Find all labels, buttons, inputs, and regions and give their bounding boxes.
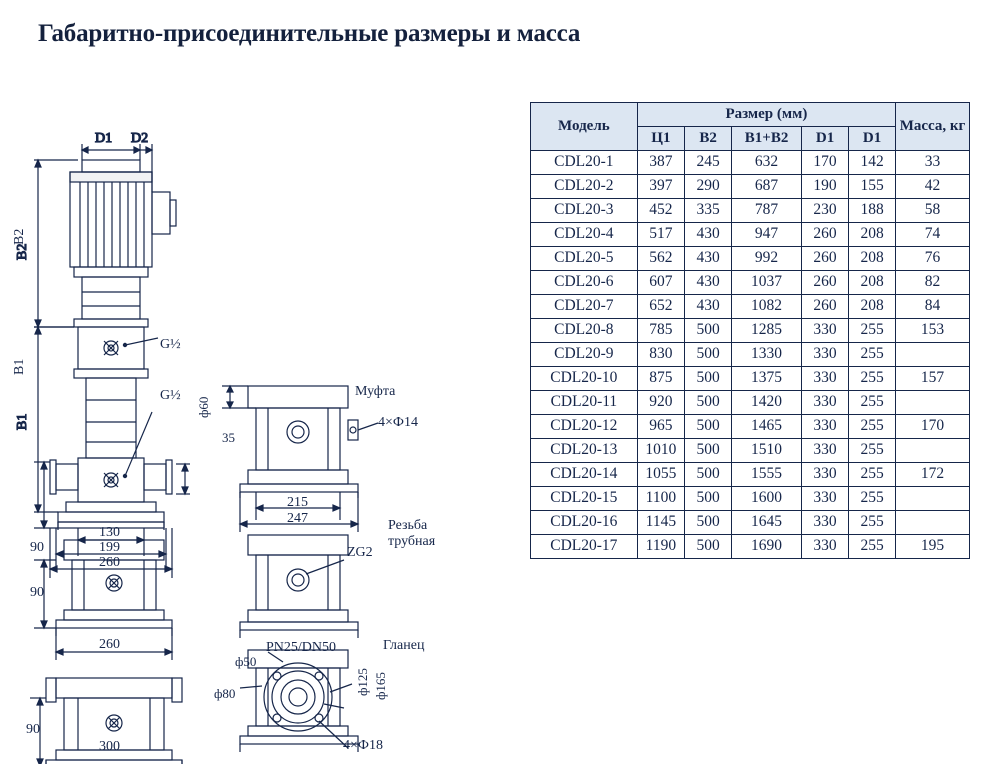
label-phi60: ф60: [196, 396, 211, 418]
cell-d1a: 260: [802, 223, 849, 247]
table-row: [531, 535, 970, 559]
cell-mass: 74: [896, 223, 970, 247]
cell-d1a: 330: [802, 511, 849, 535]
cell-d1b: 255: [849, 487, 896, 511]
label-260-base: 260: [99, 637, 120, 652]
cell-b1b2: 687: [732, 175, 802, 199]
model: CDL20-2: [531, 175, 638, 199]
cell-d1b: 208: [849, 247, 896, 271]
model: CDL20-7: [531, 295, 638, 319]
label-flange-caption: Гланец: [383, 638, 425, 653]
cell-d1a: 260: [802, 247, 849, 271]
model: CDL20-9: [531, 343, 638, 367]
model: CDL20-14: [531, 463, 638, 487]
cell-d1a: 330: [802, 343, 849, 367]
cell-mass: 76: [896, 247, 970, 271]
spec-table-head: [531, 103, 970, 151]
label-90-main: 90: [30, 540, 44, 555]
label-b2: B2: [12, 228, 27, 245]
cell-d1b: 255: [849, 415, 896, 439]
label-b1: B1: [12, 358, 27, 375]
model: CDL20-8: [531, 319, 638, 343]
cell-b2: 500: [685, 319, 732, 343]
table-row: [531, 271, 970, 295]
cell-u1: 652: [637, 295, 684, 319]
table-row: [531, 463, 970, 487]
label-260-main: 260: [99, 555, 120, 570]
table-row: [531, 151, 970, 175]
cell-u1: 785: [637, 319, 684, 343]
cell-u1: 562: [637, 247, 684, 271]
header-mass: Масса, кг: [896, 103, 970, 151]
cell-u1: 920: [637, 391, 684, 415]
cell-b1b2: 632: [732, 151, 802, 175]
header-col-d1b: D1: [849, 127, 896, 151]
cell-b1b2: 1420: [732, 391, 802, 415]
label-thread-caption-2: трубная: [388, 534, 436, 549]
cell-b2: 500: [685, 343, 732, 367]
technical-drawings: [0, 80, 530, 764]
cell-mass: [896, 511, 970, 535]
table-row: [531, 487, 970, 511]
cell-mass: [896, 439, 970, 463]
cell-d1a: 330: [802, 487, 849, 511]
cell-u1: 1100: [637, 487, 684, 511]
label-coupling-holes: 4×Ф14: [378, 415, 418, 430]
cell-b2: 500: [685, 439, 732, 463]
cell-d1b: 255: [849, 367, 896, 391]
cell-mass: 153: [896, 319, 970, 343]
cell-mass: 58: [896, 199, 970, 223]
table-header-row-1: [531, 103, 970, 127]
label-pn25-dn50: PN25/DN50: [266, 640, 337, 655]
cell-d1a: 330: [802, 319, 849, 343]
label-247: 247: [287, 511, 308, 526]
cell-b2: 430: [685, 247, 732, 271]
cell-b1b2: 947: [732, 223, 802, 247]
cell-b2: 500: [685, 487, 732, 511]
cell-b2: 430: [685, 271, 732, 295]
table-row: [531, 319, 970, 343]
cell-d1a: 260: [802, 271, 849, 295]
cell-b2: 500: [685, 391, 732, 415]
label-phi50: ф50: [235, 654, 257, 669]
cell-b1b2: 1510: [732, 439, 802, 463]
cell-b1b2: 1082: [732, 295, 802, 319]
cell-b1b2: 1465: [732, 415, 802, 439]
label-90-bottom: 90: [26, 722, 40, 737]
table-row: [531, 199, 970, 223]
cell-d1b: 255: [849, 343, 896, 367]
header-col-d1a: D1: [802, 127, 849, 151]
cell-mass: 195: [896, 535, 970, 559]
cell-u1: 1010: [637, 439, 684, 463]
label-90-thread: 90: [30, 585, 44, 600]
spec-table: [530, 102, 970, 559]
cell-mass: [896, 343, 970, 367]
cell-b2: 500: [685, 463, 732, 487]
cell-d1a: 330: [802, 415, 849, 439]
cell-d1a: 330: [802, 439, 849, 463]
model: CDL20-4: [531, 223, 638, 247]
cell-d1b: 188: [849, 199, 896, 223]
spec-table-body: [531, 151, 970, 559]
cell-b2: 500: [685, 415, 732, 439]
label-g-half-top: G½: [160, 337, 181, 352]
cell-u1: 387: [637, 151, 684, 175]
cell-mass: 170: [896, 415, 970, 439]
cell-b1b2: 1690: [732, 535, 802, 559]
table-row: [531, 343, 970, 367]
label-35: 35: [222, 430, 235, 445]
cell-b1b2: 1600: [732, 487, 802, 511]
table-row: [531, 415, 970, 439]
label-215: 215: [287, 495, 308, 510]
cell-b2: 500: [685, 367, 732, 391]
cell-b2: 290: [685, 175, 732, 199]
cell-d1b: 255: [849, 463, 896, 487]
spec-table-wrapper: [530, 102, 970, 559]
model: CDL20-15: [531, 487, 638, 511]
model: CDL20-13: [531, 439, 638, 463]
cell-d1a: 230: [802, 199, 849, 223]
cell-b1b2: 992: [732, 247, 802, 271]
cell-b2: 245: [685, 151, 732, 175]
model: CDL20-1: [531, 151, 638, 175]
header-col-b1b2: B1+B2: [732, 127, 802, 151]
cell-d1b: 255: [849, 319, 896, 343]
cell-d1b: 255: [849, 535, 896, 559]
model: CDL20-17: [531, 535, 638, 559]
cell-b2: 500: [685, 511, 732, 535]
svg-text:D1: D1: [95, 131, 113, 146]
cell-mass: 33: [896, 151, 970, 175]
table-row: [531, 247, 970, 271]
label-thread-caption-1: Резьба: [388, 518, 428, 533]
label-coupling-caption: Муфта: [355, 384, 396, 399]
cell-d1a: 330: [802, 463, 849, 487]
cell-b1b2: 1375: [732, 367, 802, 391]
cell-d1b: 255: [849, 391, 896, 415]
table-row: [531, 511, 970, 535]
cell-mass: 82: [896, 271, 970, 295]
cell-b2: 430: [685, 295, 732, 319]
cell-mass: 84: [896, 295, 970, 319]
cell-mass: [896, 391, 970, 415]
header-model: Модель: [531, 103, 638, 151]
cell-d1b: 142: [849, 151, 896, 175]
svg-text:B2: B2: [15, 243, 30, 260]
cell-b1b2: 787: [732, 199, 802, 223]
model: CDL20-12: [531, 415, 638, 439]
cell-u1: 1055: [637, 463, 684, 487]
cell-u1: 397: [637, 175, 684, 199]
label-phi165: ф165: [373, 672, 388, 700]
cell-d1a: 330: [802, 535, 849, 559]
svg-text:B1: B1: [15, 413, 30, 430]
cell-u1: 965: [637, 415, 684, 439]
table-row: [531, 175, 970, 199]
label-4x-phi18: 4×Ф18: [343, 738, 383, 753]
cell-d1a: 190: [802, 175, 849, 199]
table-row: [531, 223, 970, 247]
cell-u1: 452: [637, 199, 684, 223]
cell-u1: 830: [637, 343, 684, 367]
cell-d1b: 208: [849, 223, 896, 247]
cell-b1b2: 1285: [732, 319, 802, 343]
cell-u1: 875: [637, 367, 684, 391]
table-row: [531, 295, 970, 319]
model: CDL20-3: [531, 199, 638, 223]
cell-b2: 335: [685, 199, 732, 223]
header-col-u1: Ц1: [637, 127, 684, 151]
header-col-b2: B2: [685, 127, 732, 151]
svg-text:D2: D2: [131, 131, 149, 146]
label-199: 199: [99, 540, 120, 555]
model: CDL20-6: [531, 271, 638, 295]
table-row: [531, 367, 970, 391]
page-title: Габаритно-присоединительные размеры и масса: [38, 20, 581, 47]
label-130: 130: [99, 525, 120, 540]
cell-mass: 172: [896, 463, 970, 487]
table-row: [531, 391, 970, 415]
cell-b1b2: 1645: [732, 511, 802, 535]
model: CDL20-5: [531, 247, 638, 271]
header-size-group: Размер (мм): [637, 103, 895, 127]
label-g-half-bottom: G½: [160, 388, 181, 403]
cell-mass: 157: [896, 367, 970, 391]
model: CDL20-11: [531, 391, 638, 415]
cell-d1a: 330: [802, 367, 849, 391]
cell-d1a: 170: [802, 151, 849, 175]
cell-b2: 430: [685, 223, 732, 247]
cell-d1b: 155: [849, 175, 896, 199]
label-phi80: ф80: [214, 686, 236, 701]
cell-mass: 42: [896, 175, 970, 199]
cell-d1b: 208: [849, 271, 896, 295]
cell-d1b: 255: [849, 439, 896, 463]
cell-b2: 500: [685, 535, 732, 559]
cell-b1b2: 1330: [732, 343, 802, 367]
cell-u1: 607: [637, 271, 684, 295]
label-300: 300: [99, 739, 120, 754]
cell-u1: 517: [637, 223, 684, 247]
cell-u1: 1145: [637, 511, 684, 535]
cell-mass: [896, 487, 970, 511]
cell-b1b2: 1555: [732, 463, 802, 487]
table-row: [531, 439, 970, 463]
cell-b1b2: 1037: [732, 271, 802, 295]
cell-u1: 1190: [637, 535, 684, 559]
cell-d1a: 260: [802, 295, 849, 319]
model: CDL20-16: [531, 511, 638, 535]
cell-d1b: 208: [849, 295, 896, 319]
cell-d1b: 255: [849, 511, 896, 535]
label-zg2: ZG2: [347, 545, 373, 560]
model: CDL20-10: [531, 367, 638, 391]
cell-d1a: 330: [802, 391, 849, 415]
label-phi125: ф125: [355, 668, 370, 696]
